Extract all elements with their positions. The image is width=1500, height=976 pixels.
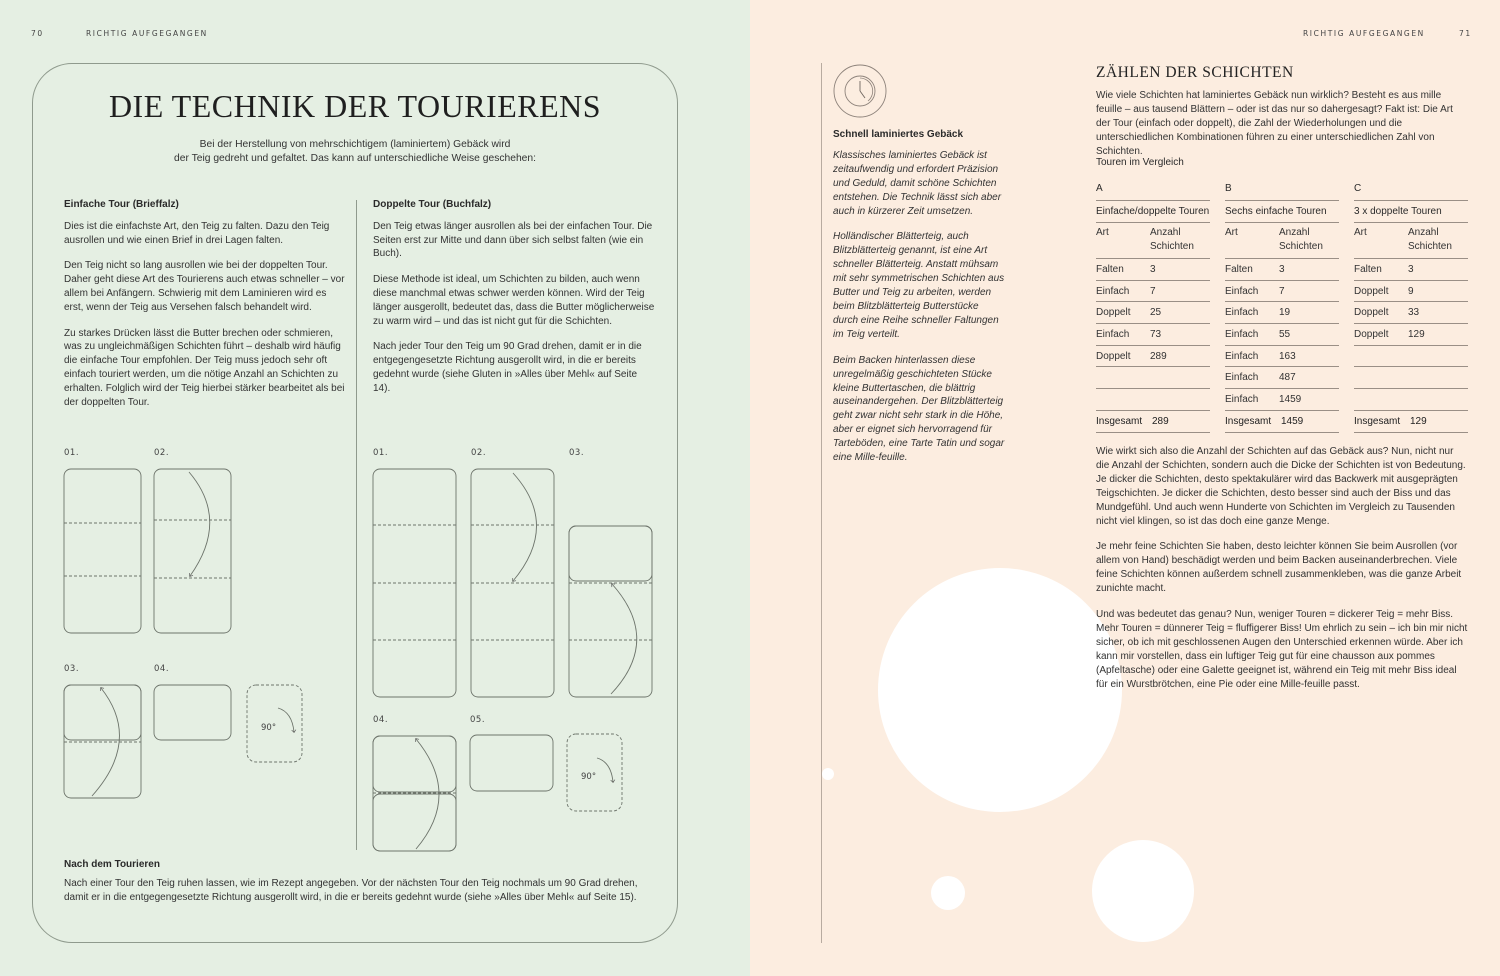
page-number: 70 [31,29,44,38]
cell-count: 289 [1150,350,1167,362]
cell-art: Einfach [1225,307,1259,319]
cell-art: Einfach [1096,285,1130,297]
after-touring-text: Nach einer Tour den Teig ruhen lassen, wie im Rezept angegeben. Vor der nächsten Tour den Teig nochmals um 90 Grad drehen, damit er in die entgegengesetzte Richtung ausgerollt wird, in die er bereits gedehnt wurde (siehe »Alles über Mehl« auf Seite 15). [64,877,638,903]
total-label: Insgesamt [1225,415,1272,427]
table-row [1354,389,1468,411]
double-step-label: 02. [471,448,487,458]
paragraph: Je mehr feine Schichten Sie haben, desto leichter können Sie beim Ausrollen (vor allem von Hand) beschädigt werden und beim Backen auseinanderbrechen. Viele feine Schichten können außerdem schnell zusammenkleben, was die ganze Arbeit zunichte macht. [1096,541,1462,595]
table-row [1225,389,1339,411]
page-title: DIE TECHNIK DER TOURIERENS [108,88,602,124]
right-page [750,0,1500,976]
total-value: 289 [1152,415,1169,427]
sidebar-paragraph: Klassisches laminiertes Gebäck ist zeitaufwendig und erfordert Präzision und Geduld, damit schöne Schichten entstehen. Die Technik lässt sich aber auch in kürzerer Zeit umsetzen. [833,149,1002,217]
cell-count [1408,346,1468,367]
paragraph: Und was bedeutet das genau? Nun, weniger Touren = dickerer Teig = mehr Biss. Mehr Touren = dünnerer Teig = fluffigerer Biss! Um ehrlich zu sein – ich bin mir nicht sicher, ob ich mit geschlossenen Augen den Unterschied erkennen würde. Aber ich kann mir vorstellen, dass ein luftiger Teig gut für eine chausson aux pommes (Apfeltasche) oder eine Galette geeignet ist, während ein Teig mit mehr Biss ideal für ein Wurstbrötchen, eine Pie oder eine Mille-feuille passt. [1096,609,1468,690]
section-title: ZÄHLEN DER SCHICHTEN [1096,64,1294,81]
cell-count: 33 [1408,307,1420,319]
table-row [1225,346,1339,368]
sidebar-heading: Schnell laminiertes Gebäck [833,129,964,140]
rotation-label: 90° [581,772,597,782]
cell-count: 7 [1279,285,1285,297]
cell-art [1096,367,1150,388]
rotation-label: 90° [261,723,277,733]
cell-count: 487 [1279,372,1296,384]
double-tour-heading: Doppelte Tour (Buchfalz) [373,199,492,210]
simple-tour-heading: Einfache Tour (Brieffalz) [64,199,179,210]
table-row [1096,281,1210,303]
running-head: RICHTIG AUFGEGANGEN [1303,29,1425,38]
double-step-label: 05. [470,715,486,725]
comparison-table-c [1354,180,1468,433]
cell-art: Einfach [1225,372,1259,384]
cell-count: 9 [1408,285,1414,297]
after-touring-heading: Nach dem Tourieren [64,859,160,870]
sidebar-paragraph: Beim Backen hinterlassen diese unregelmäßig geschichteten Stücke kleine Buttertaschen, die blättrig auseinandergehen. Der Blitzblätterteig geht zwar nicht sehr stark in die Höhe, aber er eignet sich hervorragend für Tarteböden, eine Tarte Tatin und sogar eine Mille-feuille. [833,354,1005,464]
cell-count: 3 [1279,264,1285,275]
table-header-row [1225,223,1339,259]
comparison-table-b [1225,180,1339,433]
paragraph: Nach jeder Tour den Teig um 90 Grad drehen, damit er in die entgegengesetzte Richtung ausgerollt wird, in die er bereits gedehnt wurde (siehe Gluten in »Alles über Mehl« auf Seite 14). [373,341,642,394]
paragraph: Den Teig nicht so lang ausrollen wie bei der doppelten Tour. Daher geht diese Art des Tourierens auch etwas schneller – vor allem bei Anfängern. Schwierig mit dem Laminieren wird es erst, wenn der Teig aus Versehen falsch behandelt wird. [64,260,345,313]
paragraph: Diese Methode ist ideal, um Schichten zu bilden, auch wenn diese manchmal etwas schwer werden können. Wird der Teig länger ausgerollt, bedeutet das, dass die Butter möglicherweise zu warm wird – und das ist nicht gut für die Schichten. [373,274,655,327]
cell-art: Falten [1096,264,1124,275]
table-letter: B [1225,180,1339,201]
cell-count: 3 [1408,264,1414,275]
double-step-4-diagram [373,736,456,851]
table-row [1096,324,1210,346]
total-label: Insgesamt [1096,415,1143,427]
table-letter: A [1096,180,1210,201]
sidebar-paragraph: Holländischer Blätterteig, auch Blitzblätterteig genannt, ist eine Art schneller Blätterteig. Anstatt mühsam mit sehr symmetrischen Schichten aus Butter und Teig zu arbeiten, werden beim Blitzblätterteig Butterstücke durch eine Reihe schneller Faltungen im Teig verteilt. [833,231,1005,340]
cell-art: Einfach [1225,285,1259,297]
cell-art: Doppelt [1096,307,1131,319]
paragraph: Wie wirkt sich also die Anzahl der Schichten auf das Gebäck aus? Nun, nicht nur die Anzahl der Schichten, sondern auch die Dicke der Schichten ist von Bedeutung. Je dicker die Schichten, desto spektakulärer wird das Backwerk mit ausgeprägten Teigschichten. Je dicker die Schichten, desto besser sind auch der Biss und das Mundgefühl. Und auch wenn Hunderte von Schichten im Vergleich zu Tausenden nicht viel klingen, so ist das doch eine ganze Menge. [1096,446,1466,527]
decorative-circle [878,568,1122,812]
simple-step-label: 03. [64,664,80,674]
cell-art: Einfach [1225,394,1259,406]
simple-step-label: 02. [154,448,170,458]
simple-step-label: 04. [154,664,170,674]
cell-count [1150,389,1210,410]
column-header-art: Art [1354,227,1367,238]
cell-count: 73 [1150,329,1162,341]
table-title: Einfache/doppelte Touren [1096,201,1210,223]
decorative-circle [822,768,834,780]
column-header-art: Art [1096,227,1109,238]
table-row [1354,281,1468,303]
paragraph: Wie viele Schichten hat laminiertes Gebäck nun wirklich? Besteht es aus mille feuille – aus tausend Blättern – oder ist das nur so dahergesagt? Fakt ist: Die Art der Tour (einfach oder doppelt), die Zahl der Wiederholungen und die unterschiedlichen Kombinationen führen zu einer unterschiedlichen Zahl von Schichten. [1096,90,1453,157]
table-row [1225,259,1339,281]
cell-art [1354,389,1408,410]
cell-art [1354,346,1408,367]
double-step-2-diagram [471,469,554,697]
cell-art: Einfach [1096,329,1130,341]
column-header-count: Anzahl Schichten [1408,227,1452,252]
cell-art: Falten [1225,264,1253,275]
cell-art: Doppelt [1354,285,1389,297]
table-header-row [1354,223,1468,259]
table-row [1096,389,1210,411]
table-row [1354,346,1468,368]
table-row [1225,302,1339,324]
column-header-count: Anzahl Schichten [1279,227,1323,252]
table-row [1225,324,1339,346]
cell-count [1150,367,1210,388]
cell-art: Einfach [1225,329,1259,341]
page-number: 71 [1459,29,1472,38]
cell-count [1408,367,1468,388]
cell-art: Doppelt [1354,329,1389,341]
total-value: 129 [1410,415,1427,427]
sidebar-rule [821,63,822,943]
simple-step-1-diagram [64,469,141,633]
column-header-count: Anzahl Schichten [1150,227,1194,252]
paragraph: Den Teig etwas länger ausrollen als bei der einfachen Tour. Die Seiten erst zur Mitte und dann über sich selbst falten (wie ein Buch). [373,220,653,260]
intro-line: Bei der Herstellung von mehrschichtigem (laminiertem) Gebäck wird [199,139,511,150]
total-label: Insgesamt [1354,415,1401,427]
cell-art [1354,367,1408,388]
total-value: 1459 [1281,415,1304,427]
table-row [1354,324,1468,346]
simple-step-3-diagram [64,685,141,798]
table-total-row [1354,411,1468,433]
table-total-row [1225,411,1339,433]
cell-art [1096,389,1150,410]
cell-count: 55 [1279,329,1291,341]
cell-count: 1459 [1279,394,1302,406]
cell-count: 163 [1279,350,1296,362]
table-row [1354,259,1468,281]
cell-count: 19 [1279,307,1291,319]
decorative-circle [1092,840,1194,942]
table-row [1096,367,1210,389]
cell-art: Doppelt [1096,350,1131,362]
cell-art: Doppelt [1354,307,1389,319]
cell-art: Einfach [1225,350,1259,362]
decorative-circle [931,876,965,910]
double-step-3-diagram [569,526,652,697]
table-row [1354,367,1468,389]
table-row [1096,302,1210,324]
table-title: 3 x doppelte Touren [1354,201,1468,223]
comparison-table-a [1096,180,1210,433]
after-touring-section [64,858,664,904]
table-row [1225,281,1339,303]
simple-step-label: 01. [64,448,80,458]
table-row [1225,367,1339,389]
cell-count: 7 [1150,285,1156,297]
body-text [1096,445,1468,704]
table-header-row [1096,223,1210,259]
tables-label: Touren im Vergleich [1096,157,1184,168]
double-step-1-diagram [373,469,456,697]
table-total-row [1096,411,1210,433]
double-step-label: 03. [569,448,585,458]
simple-step-2-diagram [154,469,231,633]
paragraph: Dies ist die einfachste Art, den Teig zu falten. Dazu den Teig ausrollen und wie einen Brief in drei Lagen falten. [64,220,330,246]
sidebar [833,128,1005,477]
cell-count: 25 [1150,307,1162,319]
cell-count [1408,389,1468,410]
paragraph: Zu starkes Drücken lässt die Butter brechen oder schmieren, was zu ungleichmäßigen Schichten führt – deshalb wird häufig die einfache Tour empfohlen. Der Teig muss jedoch sehr oft einfach touriert werden, um die nötige Anzahl an Schichten zu erhalten. Folglich wird der Teig hierbei stärker bearbeitet als bei der doppelten Tour. [64,327,345,408]
double-step-5-diagram [470,735,553,791]
table-row [1096,259,1210,281]
simple-step-4-diagram [154,685,231,740]
column-header-art: Art [1225,227,1238,238]
cell-count: 3 [1150,264,1156,275]
table-title: Sechs einfache Touren [1225,201,1339,223]
clock-icon [833,64,889,120]
double-step-label: 01. [373,448,389,458]
double-step-label: 04. [373,715,389,725]
cell-art: Falten [1354,264,1382,275]
table-row [1354,302,1468,324]
table-row [1096,346,1210,368]
cell-count: 129 [1408,329,1425,341]
intro-line: der Teig gedreht und gefaltet. Das kann auf unterschiedliche Weise geschehen: [174,153,536,164]
table-letter: C [1354,180,1468,201]
running-head: RICHTIG AUFGEGANGEN [86,29,208,38]
